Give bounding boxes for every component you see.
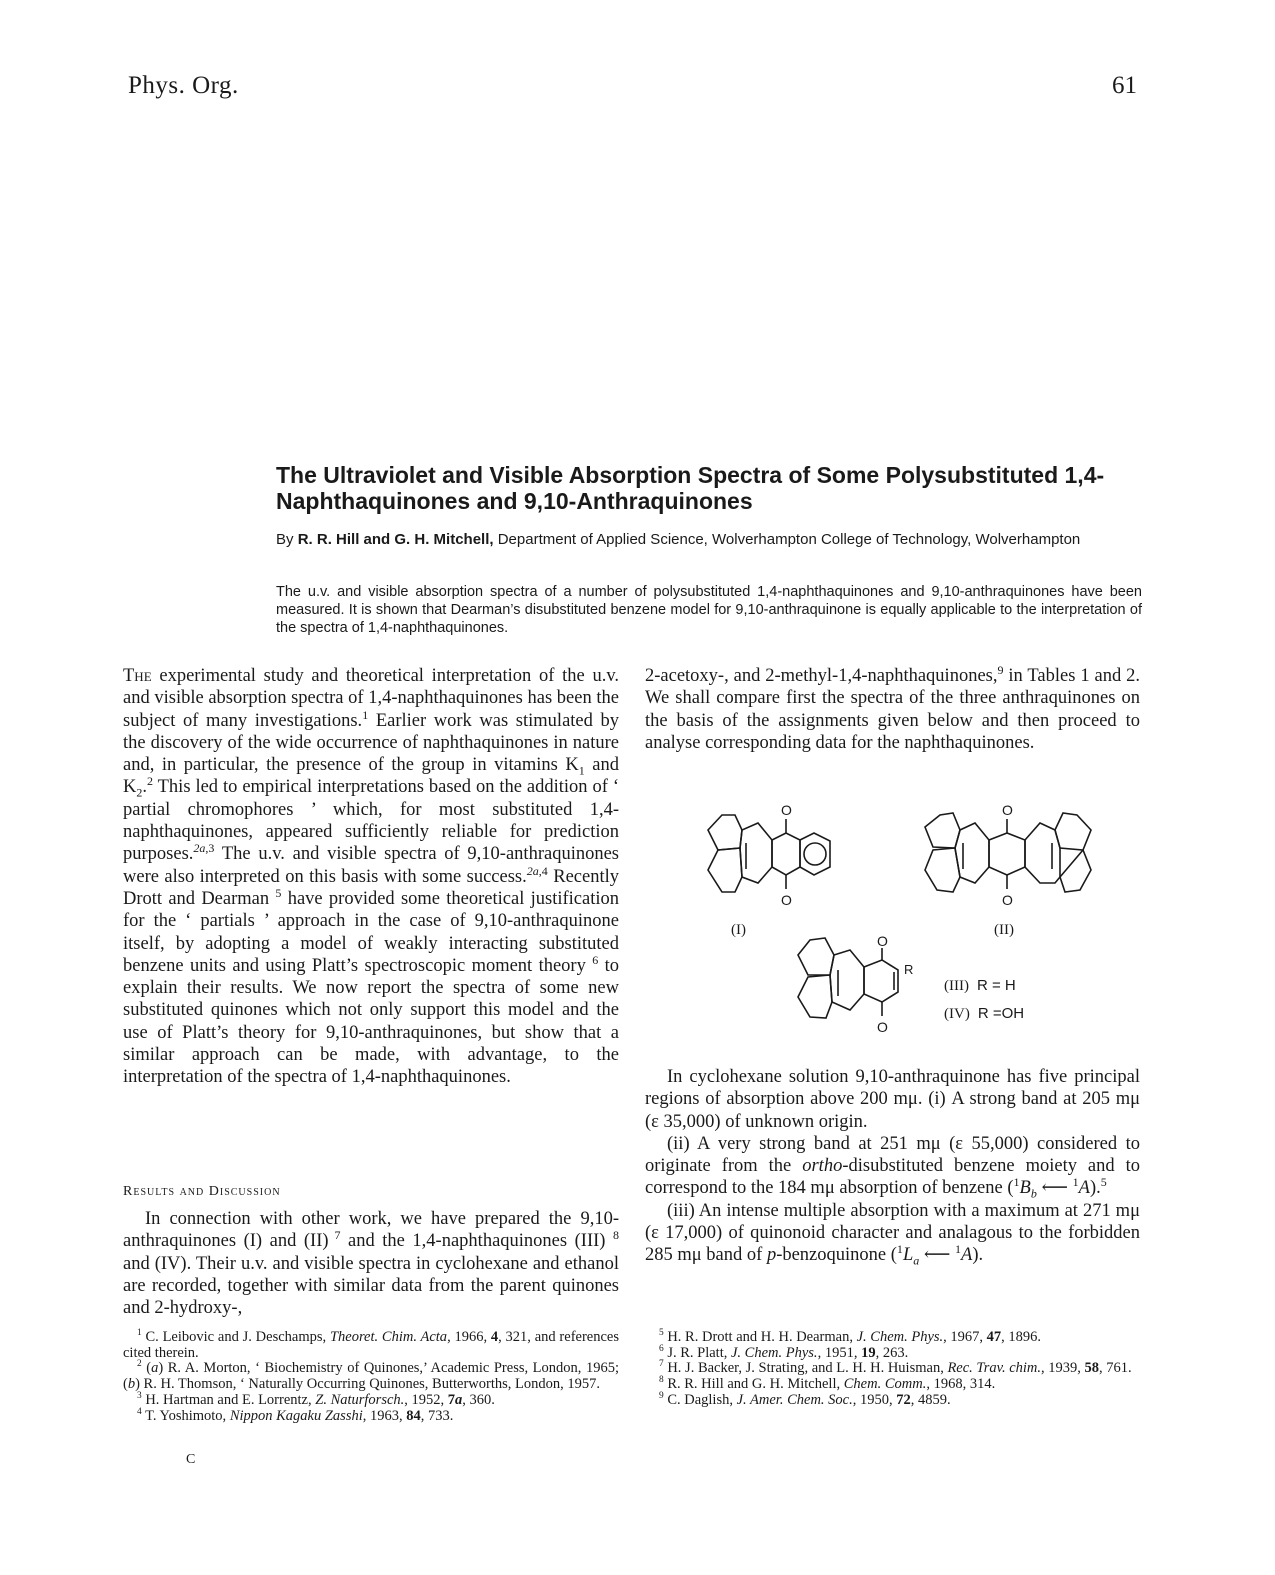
- body-column-left: [123, 665, 619, 1089]
- structure-ii-diagram: [915, 795, 1105, 930]
- section-heading: Results and Discussion: [123, 1184, 281, 1199]
- byline: [276, 530, 1146, 549]
- atom-r: R: [904, 962, 914, 977]
- structure-label-iii: [944, 977, 1016, 995]
- structure-iii-iv-diagram: [790, 930, 930, 1050]
- atom-o: O: [1002, 892, 1013, 908]
- byline-prefix: By: [276, 531, 294, 548]
- structure-i-diagram: [680, 795, 860, 930]
- body-column-right-top: 2-acetoxy-, and 2-methyl-1,4-naphthaquinones,$^9$ in Tables 1 and 2. We shall compare first the spectra of the three anthraquinones on the basis of the assignments given below and then proceed to analyse corresponding data for the naphthaquinones.: [645, 662, 1140, 753]
- affiliation: Department of Applied Science, Wolverhampton College of Technology, Wolverhampton: [497, 531, 1081, 548]
- signature-mark: C: [186, 1452, 196, 1467]
- structure-label-iv: [944, 1005, 1024, 1023]
- atom-o: O: [781, 892, 792, 908]
- atom-o: O: [781, 802, 792, 818]
- substituent-iv: R =OH: [977, 1005, 1025, 1022]
- abstract: The u.v. and visible absorption spectra of a number of polysubstituted 1,4-naphthaquinones and 9,10-anthraquinones have been measured. It is shown that Dearman’s disubstituted benzene model for 9,10-anthraquinone is equally applicable to the interpretation of the spectra of 1,4-naphthaquinones.: [276, 584, 1142, 636]
- running-head: Phys. Org.: [128, 72, 239, 99]
- page-number: 61: [1112, 72, 1137, 99]
- atom-o: O: [1002, 802, 1013, 818]
- structure-label-i: (I): [731, 922, 746, 938]
- atom-o: O: [877, 1019, 888, 1035]
- atom-o: O: [877, 933, 888, 949]
- authors: R. R. Hill and G. H. Mitchell,: [297, 531, 494, 548]
- structure-label-ii: (II): [994, 922, 1014, 938]
- substituent-iii: R = H: [976, 977, 1016, 994]
- footnotes-right: $^5$ H. R. Drott and H. H. Dearman, J. Chem. Phys., 1967, 47, 1896. $^6$ J. R. Platt, J. Chem. Phys., 1951, 19, 263. $^7$ H. J. Backer, J. Strating, and L. H. H. Huisman, Rec. Trav. chim., 1939, 58, 761. $^8$ R. R. Hill and G. H. Mitchell, Chem. Comm., 1968, 314. $^9$ C. Daglish, J. Amer. Chem. Soc., 1950, 72, 4859.: [659, 1328, 1132, 1408]
- label-iv: (IV): [944, 1006, 970, 1022]
- intro-paragraph: The experimental study and theoretical interpretation of the u.v. and visible absorption spectra of 1,4-naphthaquinones has been the subject of many investigations.$^1$ Earlier work was stimulated by the discovery of the wide occurrence of naphthaquinones in nature and, in particular, the presence of the group in vitamins $K_1$ and $K_2.^2$ This led to empirical interpretations based on the addition of ‘ partial chromophores ’ which, for most substituted 1,4-naphthaquinones, appeared sufficiently reliable for prediction purposes.$^{2a,3}$ The u.v. and visible spectra of 9,10-anthraquinones were also interpreted on this basis with some success.$^{2a,4}$ Recently Drott and Dearman $^5$ have provided some theoretical justification for the ‘ partials ’ approach in the case of 9,10-anthraquinone itself, by adopting a model of weakly interacting substituted benzene units and using Platt’s spectroscopic moment theory $^6$ to explain their results. We now report the spectra of some new substituted quinones which not only support this model and the use of Platt’s theory for 9,10-anthraquinones, but show that a similar approach can be made, with advantage, to the interpretation of the spectra of 1,4-naphthaquinones.: [123, 666, 620, 1088]
- body-column-right-bottom: In cyclohexane solution 9,10-anthraquinone has five principal regions of absorption above 200 mμ. (i) A strong band at 205 mμ (ε 35,000) of unknown origin. (ii) A very strong band at 251 mμ (ε 55,000) considered to originate from the ortho-disubstituted benzene moiety and to correspond to the 184 mμ absorption of benzene ($^1B_b$ ⟵ $^1$A).$^5$ (iii) An intense multiple absorption with a maximum at 271 mμ (ε 17,000) of quinonoid character and analagous to the forbidden 285 mμ band of p-benzoquinone ($^1L_a$ ⟵ $^1$A).: [645, 1067, 1140, 1269]
- footnotes-left: $^1$ C. Leibovic and J. Deschamps, Theoret. Chim. Acta, 1966, 4, 321, and references cited therein. $^2$ (a) R. A. Morton, ‘ Biochemistry of Quinones,’ Academic Press, London, 1965; (b) R. H. Thomson, ‘ Naturally Occurring Quinones, Butterworths, London, 1957. $^3$ H. Hartman and E. Lorrentz, Z. Naturforsch., 1952, 7a, 360. $^4$ T. Yoshimoto, Nippon Kagaku Zasshi, 1963, 84, 733.: [123, 1328, 619, 1424]
- results-paragraph: In connection with other work, we have prepared the 9,10-anthraquinones (I) and (II) $^7$ and the 1,4-naphthaquinones (III) $^8$ and (IV). Their u.v. and visible spectra in cyclohexane and ethanol are recorded, together with similar data from the parent quinones and 2-hydroxy-,: [123, 1209, 620, 1319]
- intro-lead: The: [123, 666, 152, 686]
- label-iii: (III): [944, 978, 969, 994]
- article-title: The Ultraviolet and Visible Absorption Spectra of Some Polysubstituted 1,4-Naphthaquinones and 9,10-Anthraquinones: [276, 462, 1105, 514]
